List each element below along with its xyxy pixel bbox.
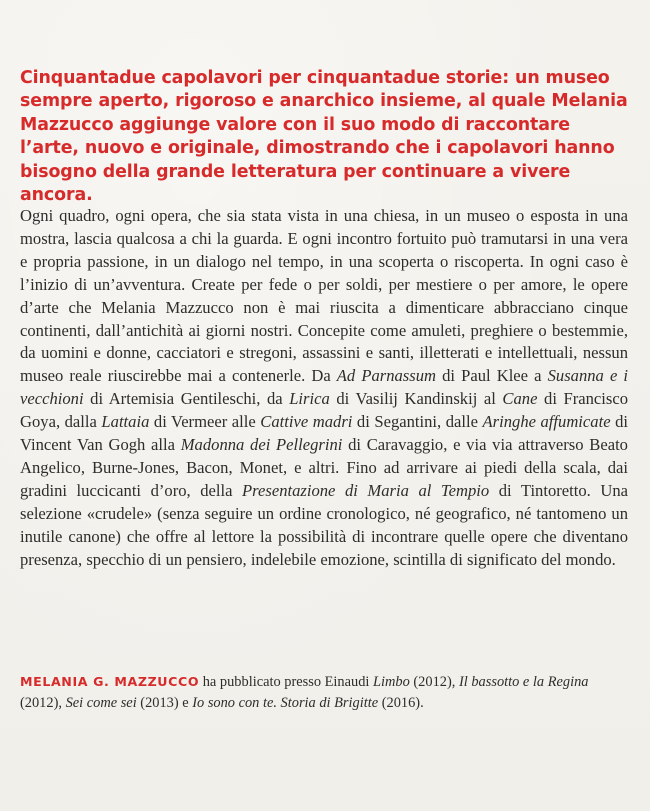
text-segment: di Tintoretto. Una selezione «crudele» (senza seguire un ordine cronologico, né geografico, né tantomeno un inutile canone) che offre al lettore la possibilità di incontrare quelle opere che diventano presenza, specchio di un pensiero, indelebile emozione, scintilla di significato del mondo. [20,480,629,569]
artwork-title: Cane [502,389,538,409]
book-title: Io sono con te. Storia di Brigitte [192,695,379,711]
artwork-title: Aringhe affumicate [482,412,611,432]
text-segment: di Vasilij Kandinskij al [329,389,503,409]
text-segment: Ogni quadro, ogni opera, che sia stata vista in una chiesa, in un museo o esposta in una mostra, lascia qualcosa a chi la guarda. E ogni incontro fortuito può tramutarsi in una vera e propria passione, in un dialogo nel tempo, in una scoperta o riscoperta. In ogni caso è l’inizio di un’avventura. Create per fede o per soldi, per mestiere o per amore, le opere d’arte che Melania Mazzucco non è mai riuscita a dimenticare abbracciano cinque continenti, dall’antichità ai giorni nostri. Concepite come amuleti, preghiere o bestemmie, da uomini e donne, cacciatori e stregoni, assassini e santi, illetterati e intellettuali, nessun museo reale riuscirebbe mai a contenerle. Da [20,206,628,386]
text-segment: di Vincent Van Gogh alla [20,412,629,455]
lead-blurb: Cinquantadue capolavori per cinquantadue storie: un museo sempre aperto, rigoroso e anarchico insieme, al quale Melania Mazzucco aggiunge valore con il suo modo di raccontare l’arte, nuovo e originale, dimostrando che i capolavori hanno bisogno della grande letteratura per continuare a vivere ancora. [20,68,628,206]
book-title: Sei come sei [65,695,137,711]
artwork-title: Cattive madri [260,412,353,432]
text-segment: di Segantini, dalle [352,412,483,432]
bio-text: (2012), [20,695,66,711]
text-segment: di Vermeer alle [149,412,261,432]
bio-text: ha pubblicato presso Einaudi [199,674,373,690]
artwork-title: Susanna e i vecchioni [20,366,629,409]
description-paragraph [20,205,628,572]
artwork-title: Lirica [289,389,330,409]
book-title: Limbo [373,674,410,690]
bio-text: (2012), [409,674,459,690]
bio-text: (2016). [378,695,424,711]
author-bio [20,671,632,714]
artwork-title: Presentazione di Maria al Tempio [242,480,490,500]
author-name: MELANIA G. MAZZUCCO [20,674,200,689]
text-segment: di Artemisia Gentileschi, da [83,389,290,409]
bio-text: (2013) e [136,695,193,711]
text-segment: di Francisco Goya, dalla [20,389,628,432]
text-segment: di Caravaggio, e via via attraverso Beato Angelico, Burne-Jones, Bacon, Monet, e altri. Fino ad arrivare ai piedi della scala, dai gradini luccicanti d’oro, della [20,435,628,500]
book-title: Il bassotto e la Regina [458,674,589,690]
text-segment: di Paul Klee a [436,366,548,386]
artwork-title: Lattaia [101,412,150,432]
artwork-title: Madonna dei Pellegrini [180,435,343,455]
artwork-title: Ad Parnassum [336,366,437,386]
